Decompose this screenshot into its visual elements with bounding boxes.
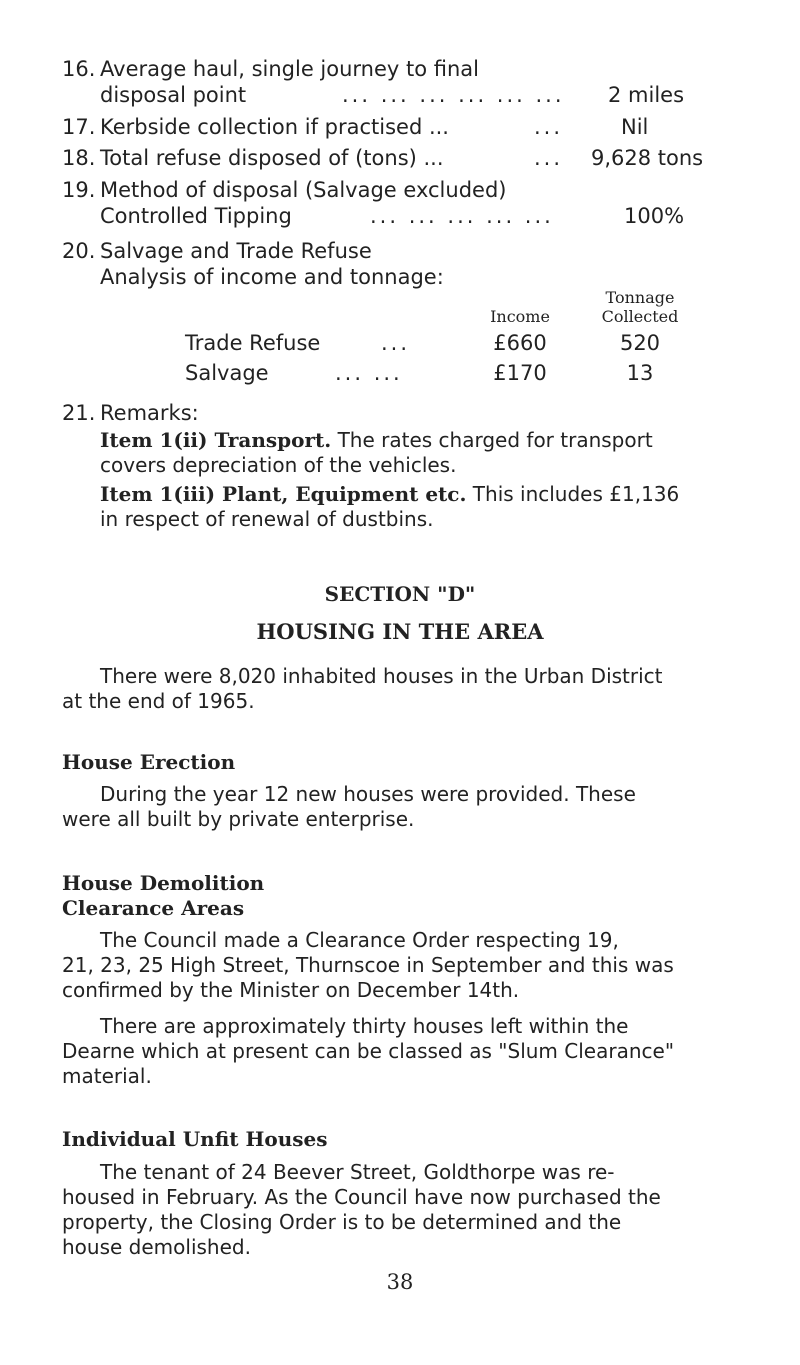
clearance-areas-heading: Clearance Areas — [62, 896, 245, 920]
item-text: Kerbside collection if practised ... — [100, 115, 449, 139]
leader-dots: ... ... ... ... ... — [370, 204, 554, 228]
remark-text: covers depreciation of the vehicles. — [100, 453, 457, 477]
paragraph-line: house demolished. — [62, 1235, 251, 1259]
house-demolition-heading: House Demolition — [62, 871, 265, 895]
intro-line: at the end of 1965. — [62, 689, 255, 713]
item-17 — [0, 114, 800, 142]
row-label: Salvage — [185, 361, 269, 385]
section-subtitle: HOUSING IN THE AREA — [256, 619, 544, 644]
item-number: 18. — [62, 146, 96, 170]
item-value: 9,628 tons — [591, 146, 704, 170]
column-header-tonnage: Tonnage — [605, 288, 675, 307]
paragraph-line: were all built by private enterprise. — [62, 807, 415, 831]
paragraph-line: 21, 23, 25 High Street, Thurnscoe in September and this was — [62, 953, 674, 977]
table-row — [0, 360, 800, 386]
remark-transport — [100, 428, 780, 478]
row-label: Trade Refuse — [185, 331, 321, 355]
leader-dots: ... — [534, 146, 564, 170]
item-value: Nil — [621, 115, 649, 139]
row-income: £170 — [493, 361, 547, 385]
item-21 — [0, 400, 800, 428]
paragraph-line: During the year 12 new houses were provided. These — [100, 782, 636, 806]
unfit-houses-paragraph — [62, 1160, 742, 1260]
leader-dots: ... ... ... ... ... ... — [342, 83, 565, 107]
item-value: 100% — [624, 204, 685, 228]
clearance-order-paragraph — [62, 928, 742, 1003]
remark-text: This includes £1,136 — [472, 482, 680, 506]
remark-text: in respect of renewal of dustbins. — [100, 507, 434, 531]
paragraph-line: The Council made a Clearance Order respecting 19, — [100, 928, 619, 952]
analysis-table — [0, 288, 800, 386]
leader-dots: ... — [534, 115, 564, 139]
item-text: Method of disposal (Salvage excluded) — [100, 178, 507, 202]
paragraph-line: The tenant of 24 Beever Street, Goldthorpe was re- — [100, 1160, 615, 1184]
intro-line: There were 8,020 inhabited houses in the Urban District — [100, 664, 663, 688]
slum-clearance-paragraph — [62, 1014, 742, 1089]
paragraph-line: material. — [62, 1064, 152, 1088]
item-text: Salvage and Trade Refuse — [100, 239, 372, 263]
paragraph-line: housed in February. As the Council have now purchased the — [62, 1185, 661, 1209]
item-18 — [0, 145, 800, 173]
item-text: disposal point — [100, 83, 247, 107]
house-erection-heading: House Erection — [62, 750, 236, 774]
house-erection-text — [62, 782, 742, 832]
row-income: £660 — [493, 331, 547, 355]
paragraph-line: There are approximately thirty houses left within the — [100, 1014, 629, 1038]
item-number: 19. — [62, 178, 96, 202]
section-intro — [62, 664, 742, 714]
item-text: Remarks: — [100, 401, 199, 425]
leader-dots: ... ... — [335, 361, 403, 385]
remark-text: The rates charged for transport — [337, 428, 653, 452]
item-19 — [0, 177, 800, 231]
item-20 — [0, 238, 800, 292]
item-text: Analysis of income and tonnage: — [100, 265, 444, 289]
row-tonnage: 13 — [626, 361, 654, 385]
section-title: SECTION "D" — [324, 582, 476, 606]
item-text: Average haul, single journey to final — [100, 57, 480, 81]
item-number: 17. — [62, 115, 96, 139]
unfit-houses-heading: Individual Unfit Houses — [62, 1127, 328, 1151]
paragraph-line: Dearne which at present can be classed as "Slum Clearance" — [62, 1039, 675, 1063]
item-value: 2 miles — [608, 83, 685, 107]
paragraph-line: confirmed by the Minister on December 14th. — [62, 978, 520, 1002]
page-number: 38 — [386, 1270, 414, 1294]
item-number: 20. — [62, 239, 96, 263]
row-tonnage: 520 — [619, 331, 661, 355]
table-row — [0, 330, 800, 356]
leader-dots: ... — [381, 331, 411, 355]
remark-plant — [100, 482, 780, 532]
item-text: Total refuse disposed of (tons) ... — [100, 146, 444, 170]
paragraph-line: property, the Closing Order is to be determined and the — [62, 1210, 622, 1234]
item-number: 21. — [62, 401, 96, 425]
remark-heading: Item 1(ii) Transport. — [100, 428, 332, 452]
column-header-collected: Collected — [601, 307, 679, 326]
item-number: 16. — [62, 57, 96, 81]
column-header-income: Income — [490, 307, 550, 326]
remark-heading: Item 1(iii) Plant, Equipment etc. — [100, 482, 467, 506]
item-16 — [0, 56, 800, 110]
item-text: Controlled Tipping — [100, 204, 292, 228]
